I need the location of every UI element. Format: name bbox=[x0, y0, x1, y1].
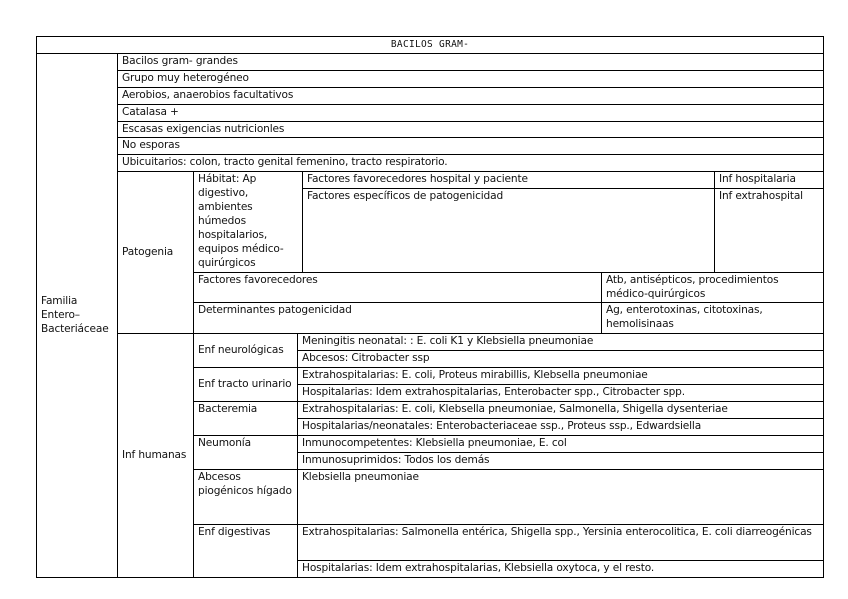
fact-esp-cell: Factores específicos de patogenicidad bbox=[303, 189, 715, 272]
abs-row-1: Klebsiella pneumoniae bbox=[298, 470, 824, 525]
uri-row-1: Extrahospitalarias: E. coli, Proteus mirabillis, Klebsella pneumoniae bbox=[298, 368, 824, 385]
general-row: Bacilos gram- grandes bbox=[118, 53, 824, 70]
det-label: Determinantes patogenicidad bbox=[194, 303, 602, 334]
general-row: Grupo muy heterogéneo bbox=[118, 70, 824, 87]
general-row: Ubicuitarios: colon, tracto genital femenino, tracto respiratorio. bbox=[118, 155, 824, 172]
summary-table bbox=[36, 36, 824, 578]
neu-row-1: Inmunocompetentes: Klebsiella pneumoniae, E. col bbox=[298, 436, 824, 453]
neuro-label: Enf neurológicas bbox=[194, 334, 298, 368]
family-cell: Familia Entero–Bacteriáceae bbox=[37, 53, 118, 577]
inf-humanas-label: Inf humanas bbox=[118, 334, 194, 578]
general-row: Aerobios, anaerobios facultativos bbox=[118, 87, 824, 104]
general-row: Catalasa + bbox=[118, 104, 824, 121]
dig-label: Enf digestivas bbox=[194, 525, 298, 578]
bac-row-1: Extrahospitalarias: E. coli, Klebsella pneumoniae, Salmonella, Shigella dysenteriae bbox=[298, 402, 824, 419]
dig-row-2: Hospitalarias: Idem extrahospitalarias, Klebsiella oxytoca, y el resto. bbox=[298, 561, 824, 578]
general-row: Escasas exigencias nutricionles bbox=[118, 121, 824, 138]
neu-label: Neumonía bbox=[194, 436, 298, 470]
general-row: No esporas bbox=[118, 138, 824, 155]
patogenia-label: Patogenia bbox=[118, 172, 194, 334]
table-title: BACILOS GRAM- bbox=[37, 37, 824, 54]
fav-label: Factores favorecedores bbox=[194, 272, 602, 303]
neu-row-2: Inmunosuprimidos: Todos los demás bbox=[298, 453, 824, 470]
uri-row-2: Hospitalarias: Idem extrahospitalarias, Enterobacter spp., Citrobacter spp. bbox=[298, 385, 824, 402]
neuro-row-1: Meningitis neonatal: : E. coli K1 y Klebsiella pneumoniae bbox=[298, 334, 824, 351]
uri-label: Enf tracto urinario bbox=[194, 368, 298, 402]
det-value: Ag, enterotoxinas, citotoxinas, hemolisinaas bbox=[602, 303, 824, 334]
bac-label: Bacteremia bbox=[194, 402, 298, 436]
dig-row-1: Extrahospitalarias: Salmonella entérica, Shigella spp., Yersinia enterocolitica, E. coli diarreogénicas bbox=[298, 525, 824, 561]
bac-row-2: Hospitalarias/neonatales: Enterobacteriaceae ssp., Proteus ssp., Edwardsiella bbox=[298, 419, 824, 436]
fav-hosp-cell: Factores favorecedores hospital y paciente bbox=[303, 172, 715, 189]
document-sheet bbox=[36, 36, 823, 578]
fav-value: Atb, antisépticos, procedimientos médico-quirúrgicos bbox=[602, 272, 824, 303]
abs-label: Abcesos piogénicos hígado bbox=[194, 470, 298, 525]
neuro-row-2: Abcesos: Citrobacter ssp bbox=[298, 351, 824, 368]
inf-extra-cell: Inf extrahospital bbox=[715, 189, 824, 272]
inf-hosp-cell: Inf hospitalaria bbox=[715, 172, 824, 189]
habitat-cell: Hábitat: Ap digestivo, ambientes húmedos hospitalarios, equipos médico-quirúrgicos bbox=[194, 172, 303, 272]
